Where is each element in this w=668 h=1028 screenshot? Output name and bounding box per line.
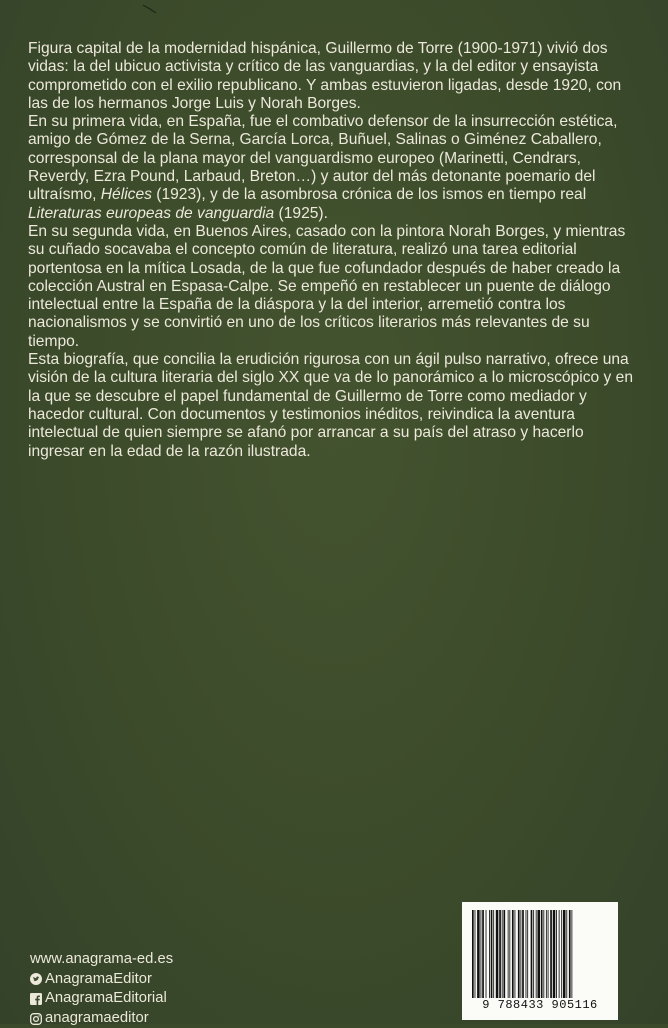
blurb-paragraph-1: Figura capital de la modernidad hispánica, Guillermo de Torre (1900-1971) vivió dos vidas: la del ubicuo activista y crítico de las vanguardias, y la del editor y ensayista comprometido con el exilio republicano. Y ambas estuvieron ligadas, desde 1920, con las de los hermanos Jorge Luis y Norah Borges.: [28, 40, 622, 112]
barcode-bar: [502, 910, 503, 998]
barcode-bar: [508, 910, 509, 998]
website-link[interactable]: [30, 950, 290, 970]
barcode-bar: [499, 910, 501, 998]
barcode-bar: [533, 910, 534, 998]
blurb-p2-text-b: (1923), y de la asombrosa crónica de los ismos en tiempo real: [151, 186, 587, 204]
barcode-bar: [491, 910, 493, 998]
barcode-bar: [536, 910, 537, 998]
instagram-link[interactable]: [30, 1009, 290, 1028]
barcode-bar: [489, 910, 490, 998]
blurb-p2-text-c: (1925).: [274, 204, 328, 222]
blurb-paragraph-4: Esta biografía, que concilia la erudición rigurosa con un ágil pulso narrativo, ofrece una visión de la cultura literaria del siglo XX que va de lo panorámico a lo microscópico y en la que se descubre el papel fundamental de Guillermo de Torre como mediador y hacedor cultural. Con documentos y testimonios inéditos, reivindica la aventura intelectual de quien siempre se afanó por arrancar a su país del atraso y hacerlo ingresar en la edad de la razón ilustrada.: [28, 351, 634, 460]
barcode-bar: [541, 910, 543, 998]
publisher-contacts: [30, 950, 290, 1028]
twitter-handle: AnagramaEditor: [45, 970, 152, 987]
twitter-link[interactable]: [30, 970, 290, 990]
barcode-bar: [559, 910, 560, 998]
barcode-bar: [486, 910, 487, 998]
barcode-bar: [569, 910, 571, 998]
barcode-bar: [537, 910, 540, 998]
isbn-barcode: [462, 902, 618, 1020]
instagram-handle: anagramaeditor: [45, 1009, 149, 1026]
facebook-handle: AnagramaEditorial: [45, 990, 167, 1007]
barcode-bar: [509, 910, 510, 998]
barcode-bar: [515, 910, 516, 998]
barcode-bar: [531, 910, 533, 998]
website-label: www.anagrama-ed.es: [30, 951, 174, 967]
book-title-helices: Hélices: [100, 186, 152, 204]
barcode-bar: [543, 910, 544, 998]
instagram-icon: [30, 1013, 42, 1025]
barcode-bar: [546, 910, 547, 998]
barcode-bar: [561, 910, 562, 998]
barcode-bar: [503, 910, 505, 998]
barcode-bar: [566, 910, 567, 998]
isbn-number: 9 788433 905116: [482, 998, 598, 1012]
barcode-bar: [520, 910, 521, 998]
barcode-bar: [475, 910, 476, 998]
barcode-bar: [482, 910, 484, 998]
facebook-link[interactable]: [30, 989, 290, 1009]
barcode-bar: [571, 910, 572, 998]
barcode-bar: [518, 910, 520, 998]
book-blurb: [28, 40, 636, 461]
blurb-p2-text-a: En su primera vida, en España, fue el combativo defensor de la insurrección estética, amigo de Gómez de la Serna, García Lorca, Buñuel, Salinas o Giménez Caballero, corresponsal de la plana mayor del vanguardismo europeo (Marinetti, Cendrars, Reverdy, Ezra Pound, Larbaud, Breton…) y autor del más detonante poemario del ultraísmo,: [28, 113, 618, 204]
twitter-icon: [30, 973, 42, 985]
barcode-bar: [477, 910, 480, 998]
barcode-bars: [472, 910, 608, 998]
barcode-bar: [522, 910, 524, 998]
barcode-bar: [472, 910, 474, 998]
barcode-bar: [556, 910, 557, 998]
barcode-bar: [493, 910, 494, 998]
blurb-paragraph-3: En su segunda vida, en Buenos Aires, casado con la pintora Norah Borges, y mientras su cuñado socavaba el concepto común de literatura, realizó una tarea editorial portentosa en la mítica Losada, de la que fue cofundador después de haber creado la colección Austral en Espasa-Calpe. Se empeñó en restablecer un puente de diálogo intelectual entre la España de la diáspora y la del interior, arremetió contra los nacionalismos y se convirtió en uno de los críticos literarios más relevantes de su tiempo.: [28, 222, 626, 350]
scratch-mark: [142, 4, 158, 14]
barcode-bar: [481, 910, 482, 998]
blurb-paragraph-2: [28, 113, 636, 223]
barcode-bar: [527, 910, 528, 998]
barcode-bar: [563, 910, 566, 998]
barcode-bar: [496, 910, 499, 998]
book-title-literaturas: Literaturas europeas de vanguardia: [28, 204, 275, 222]
barcode-bar: [526, 910, 527, 998]
facebook-icon: [30, 993, 42, 1005]
barcode-bar: [550, 910, 552, 998]
barcode-bar: [512, 910, 514, 998]
barcode-bar: [548, 910, 549, 998]
barcode-bar: [553, 910, 556, 998]
